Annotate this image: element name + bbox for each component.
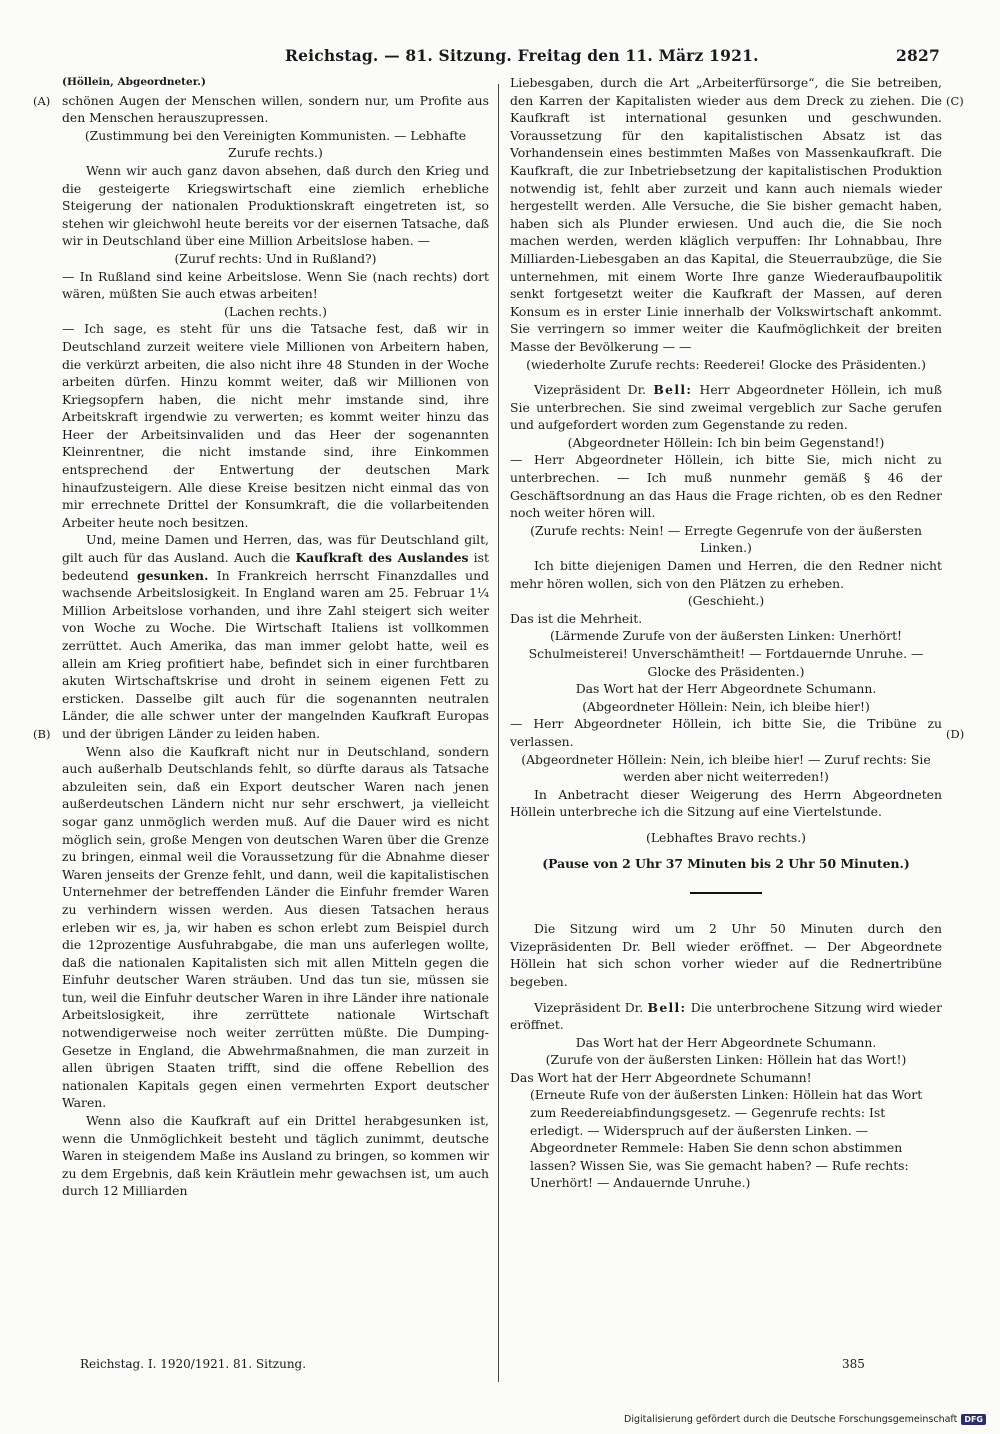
paragraph: Liebesgaben, durch die Art „Arbeiterfürsorge“, die Sie betreiben, den Karren der Kapitalisten wieder aus dem Dreck zu ziehen. Die Kaufkraft ist international gesunken und geschwunden. Voraussetzung für den kapitalistischen Absatz ist das Vorhandensein eines bestimmten Maßes von Massenkaufkraft. Die Kaufkraft, die zur Inbetriebsetzung der kapitalistischen Produktion notwendig ist, fehlt aber zurzeit und kann auch niemals wieder hergestellt werden. Alle Versuche, die Sie bisher gemacht haben, haben sich als Plunder erwiesen. Und auch die, die Sie noch machen werden, werden kläglich verpuffen: Ihr Lohnabbau, Ihre Milliarden-Liebesgaben an das Kapital, die Steuerraubzüge, die Sie unternehmen, mit einem Worte Ihre ganze Wiederaufbaupolitik senkt fortgesetzt weiter die Kaufkraft der Massen, auf deren Konsum es in erster Linie innerhalb der Volkswirtschaft ankommt. Sie verringern so immer weiter die Kaufmöglichkeit der breiten Masse der Bevölkerung — — <box>510 75 942 354</box>
right-column <box>510 74 942 1192</box>
interjection: (Abgeordneter Höllein: Nein, ich bleibe hier!) <box>582 698 870 714</box>
header-title: Reichstag. — 81. Sitzung. Freitag den 11. März 1921. <box>285 46 759 65</box>
interjection: (Lachen rechts.) <box>224 303 327 319</box>
digitization-credit <box>624 1414 986 1425</box>
footer-left: Reichstag. I. 1920/1921. 81. Sitzung. <box>80 1357 307 1371</box>
speaker-title: Vizepräsident Dr. <box>534 382 654 398</box>
credit-text: Digitalisierung gefördert durch die Deutsche Forschungsgemeinschaft <box>624 1414 958 1425</box>
paragraph: Wenn wir auch ganz davon absehen, daß durch den Krieg und die gesteigerte Kriegswirtschaft eine ziemlich erhebliche Steigerung der nationalen Produktionskraft eingetreten ist, so stehen wir gleichwohl heute bereits vor der eisernen Tatsache, daß wir in Deutschland über eine Million Arbeitslose haben. — <box>62 162 489 249</box>
interjection: (Lebhaftes Bravo rechts.) <box>646 829 806 845</box>
paragraph: Die Sitzung wird um 2 Uhr 50 Minuten durch den Vizepräsidenten Dr. Bell wieder eröffnet. — Der Abgeordnete Höllein hat sich schon vorher wieder auf die Rednertribüne begeben. <box>510 921 942 989</box>
paragraph: — Herr Abgeordneter Höllein, ich bitte Sie, mich nicht zu unterbrechen. — Ich muß nunmehr gemäß § 46 der Geschäftsordnung an das Haus die Frage richten, ob es den Redner noch weiter hören will. <box>510 452 942 521</box>
speaker-name: Bell: <box>653 382 693 398</box>
interjection: (Geschieht.) <box>687 593 765 609</box>
spacer <box>510 991 942 999</box>
interjection: (Abgeordneter Höllein: Ich bin beim Gegenstand!) <box>567 434 885 450</box>
interjection: (Zustimmung bei den Vereinigten Kommunisten. — Lebhafte Zurufe rechts.) <box>84 127 467 161</box>
page-number: 2827 <box>896 46 940 65</box>
speaker-title: Vizepräsident Dr. <box>534 999 648 1015</box>
text-run: Die unterbrochene Sitzung wird wieder eröffnet. <box>510 999 942 1033</box>
text-run: Herr Abgeordneter Höllein, ich muß Sie unterbrechen. Sie sind zweimal vergeblich zur Sache gerufen und aufgefordert worden zum Gegenstande zu reden. <box>510 382 942 433</box>
paragraph: Wenn also die Kaufkraft nicht nur in Deutschland, sondern auch außerhalb Deutschlands fehlt, so dürfte daraus als Tatsache abzuleiten sein, daß ein Export deutscher Waren nach jenen außerdeutschen Ländern nicht nur sehr erschwert, ja vielleicht sogar ganz unmöglich werden muß. Auf die Dauer wird es nicht möglich sein, große Mengen von deutschen Waren über die Grenze zu bringen, einmal weil die Voraussetzung für die Abnahme dieser Waren jenseits der Grenze fehlt, und dann, weil die kapitalistischen Unternehmer der betreffenden Länder die Einfuhr fremder Waren zu verhindern wissen werden. Aus diesen Tatsachen heraus erleben wir es, ja, wir haben es schon erlebt zum Beispiel durch die 12prozentige Ausfuhrabgabe, die man uns auferlegen wollte, daß die nationalen Kapitalisten sich mit allen Mitteln gegen die Einfuhr deutscher Waren sträuben. Und das tun sie, müssen sie tun, weil die Einfuhr deutscher Waren in ihre Länder ihre nationale Arbeitslosigkeit, ihre zerrüttete nationale Wirtschaft notwendigerweise noch weiter zerrütten müßte. Die Dumping-Gesetze in England, die Abwehrmaßnahmen, die man zurzeit in allen übrigen Staaten trifft, sind die offene Rebellion des nationalen Kapitals gegen einen vermehrten Export deutscher Waren. <box>62 743 489 1111</box>
left-column <box>62 74 489 1200</box>
footer-page-number: 385 <box>842 1357 865 1371</box>
paragraph: — In Rußland sind keine Arbeitslose. Wenn Sie (nach rechts) dort wären, müßten Sie auch etwas arbeiten! <box>62 268 489 302</box>
text-run: In Frankreich herrscht Finanzdalles und wachsende Arbeitslosigkeit. In England waren am 25. Februar 1¼ Million Arbeitslose vorhanden, und ihre Zahl steigert sich weiter von Woche zu Woche. Die Wirtschaft Italiens ist vollkommen zerrüttet. Auch Amerika, das man immer gelobt hatte, weil es allein am Krieg profitiert habe, befindet sich in einer furchtbaren akuten Wirtschaftskrise und droht in seinem eigenen Fett zu ersticken. Dasselbe gilt auch für die sogenannten neutralen Länder, die alle schwer unter der mangelnden Kaufkraft Europas und der übrigen Länder zu leiden haben. <box>62 567 489 741</box>
paragraph: Das ist die Mehrheit. <box>510 610 643 626</box>
section-rule <box>690 892 762 894</box>
interjection: (Zuruf rechts: Und in Rußland?) <box>174 250 377 266</box>
paragraph: Wenn also die Kaufkraft auf ein Drittel herabgesunken ist, wenn die Unmöglichkeit besteht und täglich zunimmt, deutsche Waren in steigendem Maße ins Ausland zu bringen, so kommen wir zu dem Ergebnis, daß kein Kräutlein mehr gewachsen ist, um auch durch 12 Milliarden <box>62 1113 489 1199</box>
emphasis: Kaufkraft des Auslandes <box>295 550 469 566</box>
paragraph: schönen Augen der Menschen willen, sondern nur, um Profite aus den Menschen herauszupressen. <box>62 92 489 126</box>
interjection: (wiederholte Zurufe rechts: Reederei! Glocke des Präsidenten.) <box>526 356 926 372</box>
paragraph: Das Wort hat der Herr Abgeordnete Schumann. <box>575 681 877 697</box>
interjection: (Zurufe von der äußersten Linken: Höllein hat das Wort!) <box>545 1052 907 1068</box>
paragraph <box>510 381 942 434</box>
margin-marker-d: (D) <box>946 727 965 741</box>
paragraph: — Herr Abgeordneter Höllein, ich bitte Sie, die Tribüne zu verlassen. <box>510 716 942 749</box>
dfg-logo-icon: DFG <box>961 1414 986 1425</box>
margin-marker-c: (C) <box>946 94 964 108</box>
speaker-tag: (Höllein, Abgeordneter.) <box>62 76 206 88</box>
text-run: ist bedeutend <box>62 550 489 583</box>
paragraph: In Anbetracht dieser Weigerung des Herrn Abgeordneten Höllein unterbreche ich die Sitzung auf eine Viertelstunde. <box>510 786 942 820</box>
spacer <box>510 847 942 855</box>
interjection: (Abgeordneter Höllein: Nein, ich bleibe hier! — Zuruf rechts: Sie werden aber nicht weiterreden!) <box>521 751 931 785</box>
interjection: (Lärmende Zurufe von der äußersten Linken: Unerhört! Schulmeisterei! Unverschämtheit! — Fortdauernde Unruhe. — Glocke des Präsidenten.) <box>528 628 924 679</box>
emphasis: gesunken. <box>137 567 209 583</box>
paragraph: Das Wort hat der Herr Abgeordnete Schumann. <box>575 1034 877 1050</box>
margin-marker-a: (A) <box>33 94 51 108</box>
speaker-name: Bell: <box>647 999 687 1015</box>
paragraph <box>510 999 942 1034</box>
margin-marker-b: (B) <box>33 727 51 741</box>
spacer <box>510 821 942 829</box>
spacer <box>510 373 942 381</box>
paragraph: Ich bitte diejenigen Damen und Herren, die den Redner nicht mehr hören wollen, sich von den Plätzen zu erheben. <box>510 558 942 591</box>
page-header <box>285 46 940 70</box>
interjection: (Zurufe rechts: Nein! — Erregte Gegenrufe von der äußersten Linken.) <box>530 522 922 556</box>
column-divider <box>498 84 499 1382</box>
interjection: (Erneute Rufe von der äußersten Linken: Höllein hat das Wort zum Reedereiabfindungsgesetz. — Gegenrufe rechts: Ist erledigt. — Widerspruch auf der äußersten Linken. — Abgeordneter Remmele: Haben Sie denn schon abstimmen lassen? Wissen Sie, was Sie gemacht haben? — Rufe rechts: Unerhört! — Andauernde Unruhe.) <box>530 1087 923 1191</box>
paragraph: — Ich sage, es steht für uns die Tatsache fest, daß wir in Deutschland zurzeit weitere viele Millionen von Arbeitern haben, die verkürzt arbeiten, die also nicht ihre 48 Stunden in der Woche arbeiten dürfen. Hinzu kommt weiter, daß wir Millionen von Kriegsopfern haben, die nicht mehr imstande sind, ihre Arbeitskraft irgendwie zu verwerten; es kommt weiter hinzu das Heer der Arbeitsinvaliden und das Heer der sogenannten Kleinrentner, die nicht imstande sind, ihre Einkommen entsprechend der Entwertung der deutschen Mark hinaufzusteigern. Alle diese Kreise besitzen nicht einmal das von mir errechnete Drittel der Konsumkraft, die die vollarbeitenden Arbeiter heute noch besitzen. <box>62 321 489 530</box>
paragraph: Das Wort hat der Herr Abgeordnete Schumann! <box>510 1069 812 1085</box>
paragraph <box>62 531 489 742</box>
session-pause-note: (Pause von 2 Uhr 37 Minuten bis 2 Uhr 50 Minuten.) <box>542 855 910 871</box>
text-run: Und, meine Damen und Herren, das, was für Deutschland gilt, gilt auch für das Ausland. Auch die <box>62 532 489 566</box>
